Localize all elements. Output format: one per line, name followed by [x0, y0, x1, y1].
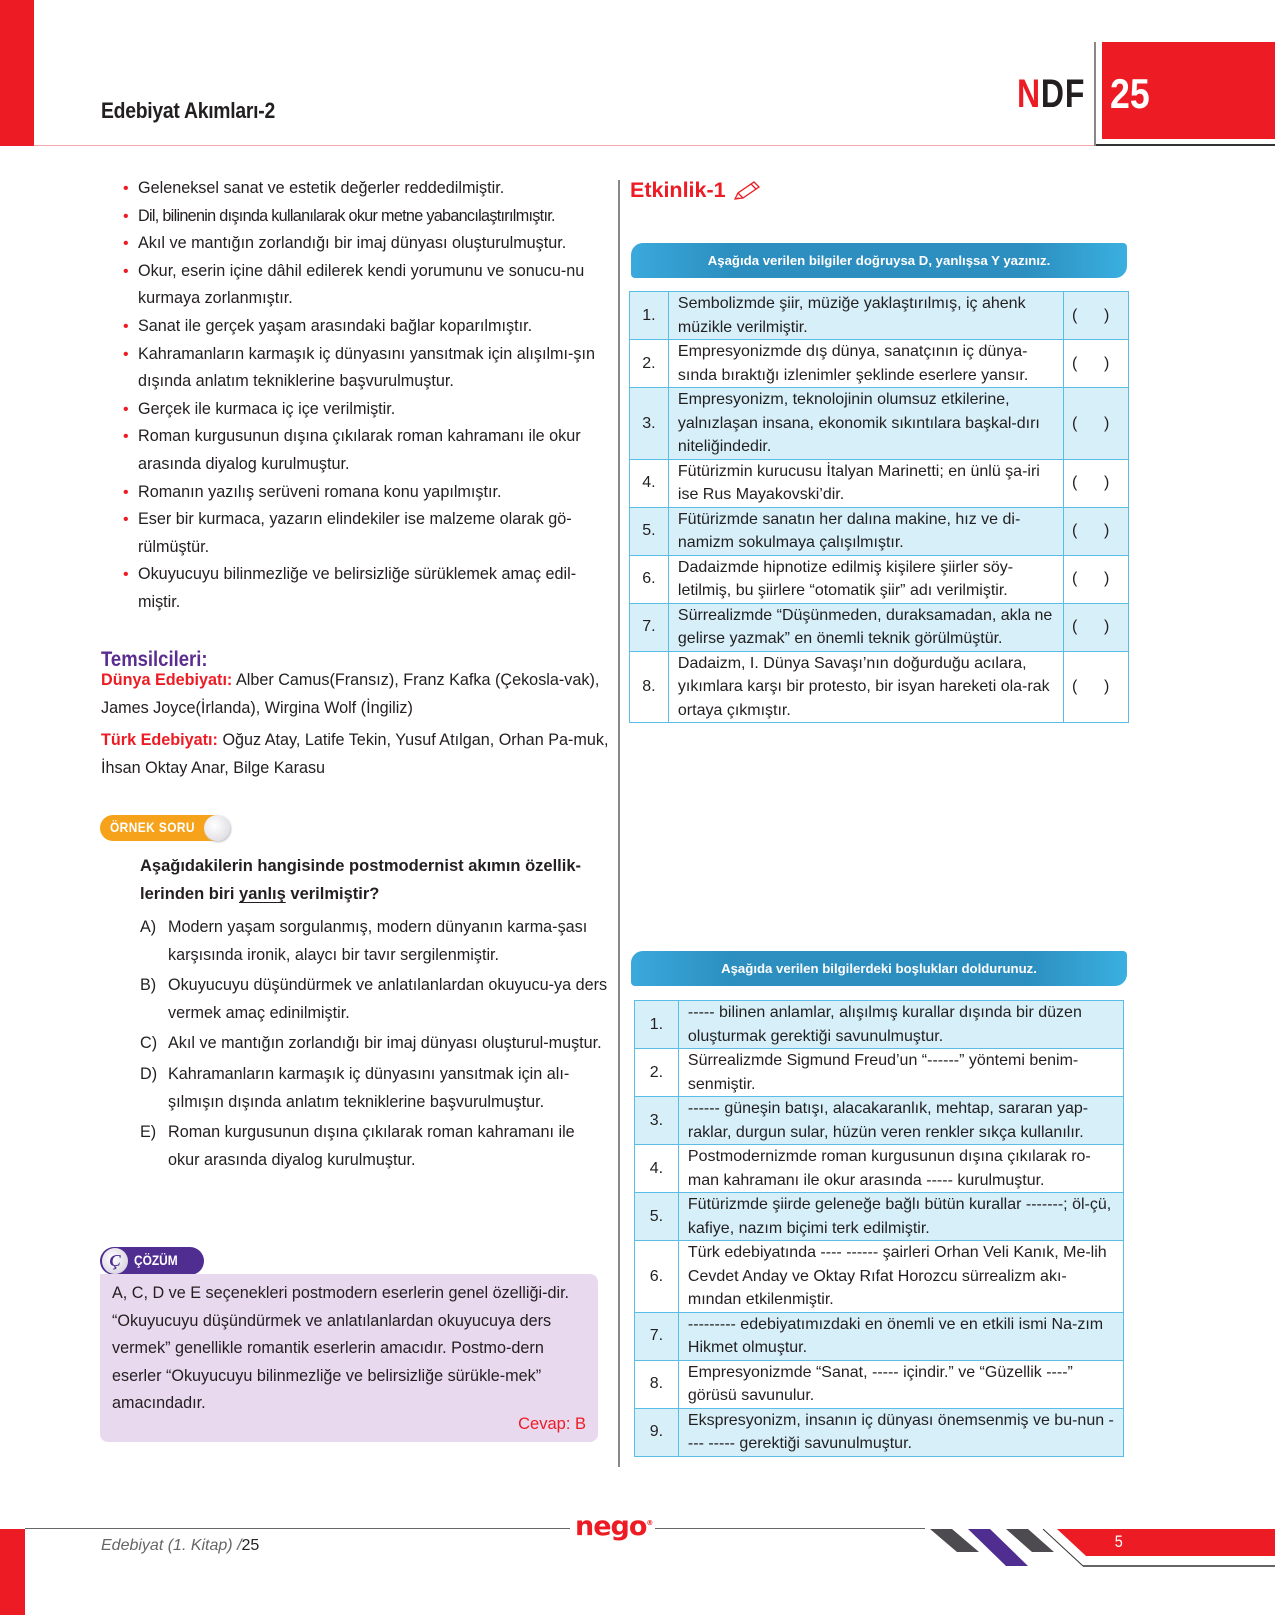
question-text: Aşağıdakilerin hangisinde postmodernist akımın özellik-lerinden biri — [140, 857, 582, 903]
fill-blank-text[interactable]: Empresyonizmde “Sanat, ----- içindir.” ve “Güzellik ----” görüsü savunulur. — [678, 1360, 1123, 1408]
table-row — [630, 555, 1129, 603]
turkish-literature-paragraph — [101, 726, 611, 782]
answer-blank[interactable]: ( ) — [1064, 340, 1129, 388]
question-stem — [140, 852, 610, 908]
solution-label: ÇÖZÜM — [134, 1252, 178, 1268]
option-letter: B) — [140, 976, 157, 995]
representatives-heading: Temsilcileri: — [101, 648, 208, 671]
activity-title-text: Etkinlik-1 — [630, 178, 726, 202]
footer-stripes-decoration — [930, 1529, 1275, 1569]
fill-blank-text[interactable]: ------ güneşin batışı, alacakaranlık, mehtap, sararan yap-raklar, durgun sular, hüzün veren renkler sıkça kullanılır. — [678, 1097, 1123, 1145]
bullet-item: • Dil, bilinenin dışında kullanılarak okur metne yabancılaştırılmıştır. — [123, 203, 613, 231]
pencil-icon — [732, 180, 762, 202]
row-number: 1. — [635, 1001, 679, 1049]
option-text: Okuyucuyu düşündürmek ve anlatılanlardan okuyucu-ya ders vermek amaç edinilmiştir. — [168, 976, 608, 1022]
brand-mark — [1017, 72, 1085, 117]
fill-blank-instruction-banner: Aşağıda verilen bilgilerdeki boşlukları doldurunuz. — [631, 951, 1127, 986]
table-row — [635, 1360, 1124, 1408]
option-text: Akıl ve mantığın zorlandığı bir imaj dünyası oluşturul-muştur. — [168, 1034, 602, 1053]
feature-bullet-list — [123, 175, 613, 617]
option-letter: D) — [140, 1064, 158, 1083]
answer-option-e[interactable] — [140, 1119, 610, 1174]
option-letter: C) — [140, 1034, 158, 1053]
statement-text: Dadaizmde hipnotize edilmiş kişilere şiirler söy-letilmiş, bu şiirlere “otomatik şiir” adı verilmiştir. — [668, 555, 1063, 603]
brand-separator — [1094, 42, 1096, 146]
question-emphasis: yanlış — [239, 885, 286, 903]
book-label: Edebiyat (1. Kitap) / — [101, 1537, 242, 1554]
example-question-label: ÖRNEK SORU — [110, 819, 195, 835]
fill-blank-text[interactable]: Sürrealizmde Sigmund Freud’un “------” yöntemi benim-senmiştir. — [678, 1049, 1123, 1097]
answer-blank[interactable]: ( ) — [1064, 507, 1129, 555]
row-number: 6. — [635, 1241, 679, 1313]
fill-blank-text[interactable]: Türk edebiyatında ---- ------ şairleri Orhan Veli Kanık, Me-lih Cevdet Anday ve Oktay Rıfat Horozcu sürrealizm akı-mından etkilenmiştir. — [678, 1241, 1123, 1313]
row-number: 6. — [630, 555, 669, 603]
table-row — [635, 1312, 1124, 1360]
statement-text: Dadaizm, I. Dünya Savaşı’nın doğurduğu acılara, yıkımlara karşı bir protesto, bir isyan hareketi ola-rak ortaya çıkmıştır. — [668, 651, 1063, 723]
bullet-item: • Okuyucuyu bilinmezliğe ve belirsizliğe sürüklemek amaç edil-miştir. — [123, 561, 613, 616]
fill-blank-text[interactable]: --------- edebiyatımızdaki en önemli ve en etkili ismi Na-zım Hikmet olmuştur. — [678, 1312, 1123, 1360]
answer-blank[interactable]: ( ) — [1064, 651, 1129, 723]
turkish-literature-text: Oğuz Atay, Latife Tekin, Yusuf Atılgan, Orhan Pa-muk, İhsan Oktay Anar, Bilge Karasu — [101, 731, 609, 777]
row-number: 3. — [635, 1097, 679, 1145]
table-row — [635, 1145, 1124, 1193]
row-number: 8. — [635, 1360, 679, 1408]
bullet-item: • Gerçek ile kurmaca iç içe verilmiştir. — [123, 396, 613, 424]
row-number: 1. — [630, 292, 669, 340]
row-number: 2. — [635, 1049, 679, 1097]
bullet-item: • Okur, eserin içine dâhil edilerek kendi yorumunu ve sonucu-nu kurmaya zorlanmıştır. — [123, 258, 613, 313]
table-row — [635, 1193, 1124, 1241]
option-text: Roman kurgusunun dışına çıkılarak roman kahramanı ile okur arasında diyalog kurulmuştur. — [168, 1123, 575, 1169]
row-number: 7. — [635, 1312, 679, 1360]
bullet-item: • Geleneksel sanat ve estetik değerler reddedilmiştir. — [123, 175, 613, 203]
example-question-badge — [100, 815, 228, 841]
table-row — [635, 1097, 1124, 1145]
table-row — [635, 1241, 1124, 1313]
bullet-item: • Romanın yazılış serüveni romana konu yapılmıştır. — [123, 479, 613, 507]
answer-key: Cevap: B — [518, 1415, 586, 1433]
option-text: Kahramanların karmaşık iç dünyasını yansıtmak için alı-şılmışın dışında anlatım tekniklerine başvurulmuştur. — [168, 1064, 570, 1111]
world-literature-paragraph — [101, 666, 611, 722]
unit-number: 25 — [1110, 70, 1150, 117]
table-row — [630, 459, 1129, 507]
publisher-logo — [575, 1511, 652, 1542]
table-row — [630, 507, 1129, 555]
statement-text: Sembolizmde şiir, müziğe yaklaştırılmış, iç ahenk müzikle verilmiştir. — [668, 292, 1063, 340]
fill-blank-text[interactable]: Fütürizmde şiirde geleneğe bağlı bütün kurallar -------; öl-çü, kafiye, nazım biçimi terk edilmiştir. — [678, 1193, 1123, 1241]
footer-divider-left — [25, 1528, 570, 1529]
statement-text: Fütürizmin kurucusu İtalyan Marinetti; en ünlü şa-iri ise Rus Mayakovski’dir. — [668, 459, 1063, 507]
answer-option-a[interactable] — [140, 914, 610, 969]
row-number: 5. — [630, 507, 669, 555]
table-row — [630, 388, 1129, 460]
solution-badge — [100, 1247, 204, 1275]
true-false-instruction-banner: Aşağıda verilen bilgiler doğruysa D, yanlışsa Y yazınız. — [631, 243, 1127, 278]
table-row — [630, 603, 1129, 651]
row-number: 4. — [635, 1145, 679, 1193]
row-number: 4. — [630, 459, 669, 507]
badge-knob-icon — [204, 815, 230, 841]
option-text: Modern yaşam sorgulanmış, modern dünyanın karma-şası karşısında ironik, alaycı bir tavır sergilenmiştir. — [168, 918, 588, 964]
answer-blank[interactable]: ( ) — [1064, 603, 1129, 651]
answer-blank[interactable]: ( ) — [1064, 459, 1129, 507]
answer-option-c[interactable] — [140, 1030, 610, 1058]
fill-blank-text[interactable]: Postmodernizmde roman kurgusunun dışına çıkılarak ro-man kahramanı ile okur arasında ----- kurulmuştur. — [678, 1145, 1123, 1193]
statement-text: Empresyonizm, teknolojinin olumsuz etkilerine, yalnızlaşan insana, ekonomik sıkıntılara başkal-dırı niteliğindedir. — [668, 388, 1063, 460]
bullet-item: • Eser bir kurmaca, yazarın elindekiler ise malzeme olarak gö-rülmüştür. — [123, 506, 613, 561]
page-number: 5 — [1114, 1532, 1123, 1551]
answer-options — [140, 914, 610, 1177]
turkish-literature-label: Türk Edebiyatı: — [101, 731, 218, 749]
activity-title — [630, 178, 762, 203]
row-number: 7. — [630, 603, 669, 651]
page-title: Edebiyat Akımları-2 — [101, 98, 275, 123]
statement-text: Empresyonizmde dış dünya, sanatçının iç dünya-sında bıraktığı izlenimler şeklinde eserlere yansır. — [668, 340, 1063, 388]
row-number: 2. — [630, 340, 669, 388]
logo-text: nego — [575, 1511, 647, 1542]
solution-text: A, C, D ve E seçenekleri postmodern eserlerin genel özelliği-dir. “Okuyucuyu düşündürmek ve anlatılanlardan okuyucuya ders vermek” genellikle romantik eserlerin amacıdır. Postmo-dern eserler “Okuyucuyu bilinmezliğe ve belirsizliğe sürükle-mek” amacındadır. — [112, 1284, 570, 1413]
unit-box-underline — [1096, 144, 1275, 146]
statement-text: Fütürizmde sanatın her dalına makine, hız ve di-namizm sokulmaya çalışılmıştır. — [668, 507, 1063, 555]
answer-option-d[interactable] — [140, 1061, 610, 1116]
fill-blank-text[interactable]: ----- bilinen anlamlar, alışılmış kurallar dışında bir düzen oluşturmak gerektiği savunulmuştur. — [678, 1001, 1123, 1049]
answer-option-b[interactable] — [140, 972, 610, 1027]
option-letter: E) — [140, 1123, 157, 1142]
table-row — [630, 292, 1129, 340]
brand-prefix: N — [1017, 72, 1041, 116]
table-row — [630, 651, 1129, 723]
fill-blank-table — [634, 1000, 1124, 1457]
bullet-item: • Kahramanların karmaşık iç dünyasını yansıtmak için alışılmı-şın dışında anlatım tekniklerine başvurulmuştur. — [123, 341, 613, 396]
red-side-bar-bottom — [0, 1529, 25, 1615]
table-row — [635, 1049, 1124, 1097]
row-number: 3. — [630, 388, 669, 460]
column-divider — [618, 180, 620, 1467]
answer-blank[interactable]: ( ) — [1064, 388, 1129, 460]
table-row — [630, 340, 1129, 388]
true-false-table — [629, 291, 1129, 723]
solution-box — [100, 1274, 598, 1442]
fill-blank-text[interactable]: Ekspresyonizm, insanın iç dünyası önemsenmiş ve bu-nun ---- ----- gerektiği savunulmuştur. — [678, 1408, 1123, 1456]
book-number: 25 — [241, 1537, 260, 1554]
table-row — [635, 1001, 1124, 1049]
table-row — [635, 1408, 1124, 1456]
bullet-item: • Roman kurgusunun dışına çıkılarak roman kahramanı ile okur arasında diyalog kurulmuştur. — [123, 423, 613, 478]
book-reference — [101, 1537, 259, 1555]
world-literature-label: Dünya Edebiyatı: — [101, 671, 233, 689]
statement-text: Sürrealizmde “Düşünmeden, duraksamadan, akla ne gelirse yazmak” en önemli teknik görülmüştür. — [668, 603, 1063, 651]
question-text-end: verilmiştir? — [285, 885, 380, 903]
registered-mark-icon: ® — [646, 1519, 653, 1527]
row-number: 5. — [635, 1193, 679, 1241]
bullet-item: • Sanat ile gerçek yaşam arasındaki bağlar koparılmıştır. — [123, 313, 613, 341]
solution-c-icon: Ç — [102, 1248, 128, 1274]
answer-blank[interactable]: ( ) — [1064, 555, 1129, 603]
option-letter: A) — [140, 918, 157, 936]
answer-blank[interactable]: ( ) — [1064, 292, 1129, 340]
row-number: 8. — [630, 651, 669, 723]
header-divider — [34, 145, 1275, 146]
brand-suffix: DF — [1040, 72, 1086, 116]
row-number: 9. — [635, 1408, 679, 1456]
footer-divider-right — [655, 1528, 925, 1529]
red-side-bar-top — [0, 0, 34, 146]
world-literature-text: Alber Camus(Fransız), Franz Kafka (Çekosla-vak), James Joyce(İrlanda), Wirgina Wolf (İngiliz) — [101, 671, 600, 717]
bullet-item: • Akıl ve mantığın zorlandığı bir imaj dünyası oluşturulmuştur. — [123, 230, 613, 258]
